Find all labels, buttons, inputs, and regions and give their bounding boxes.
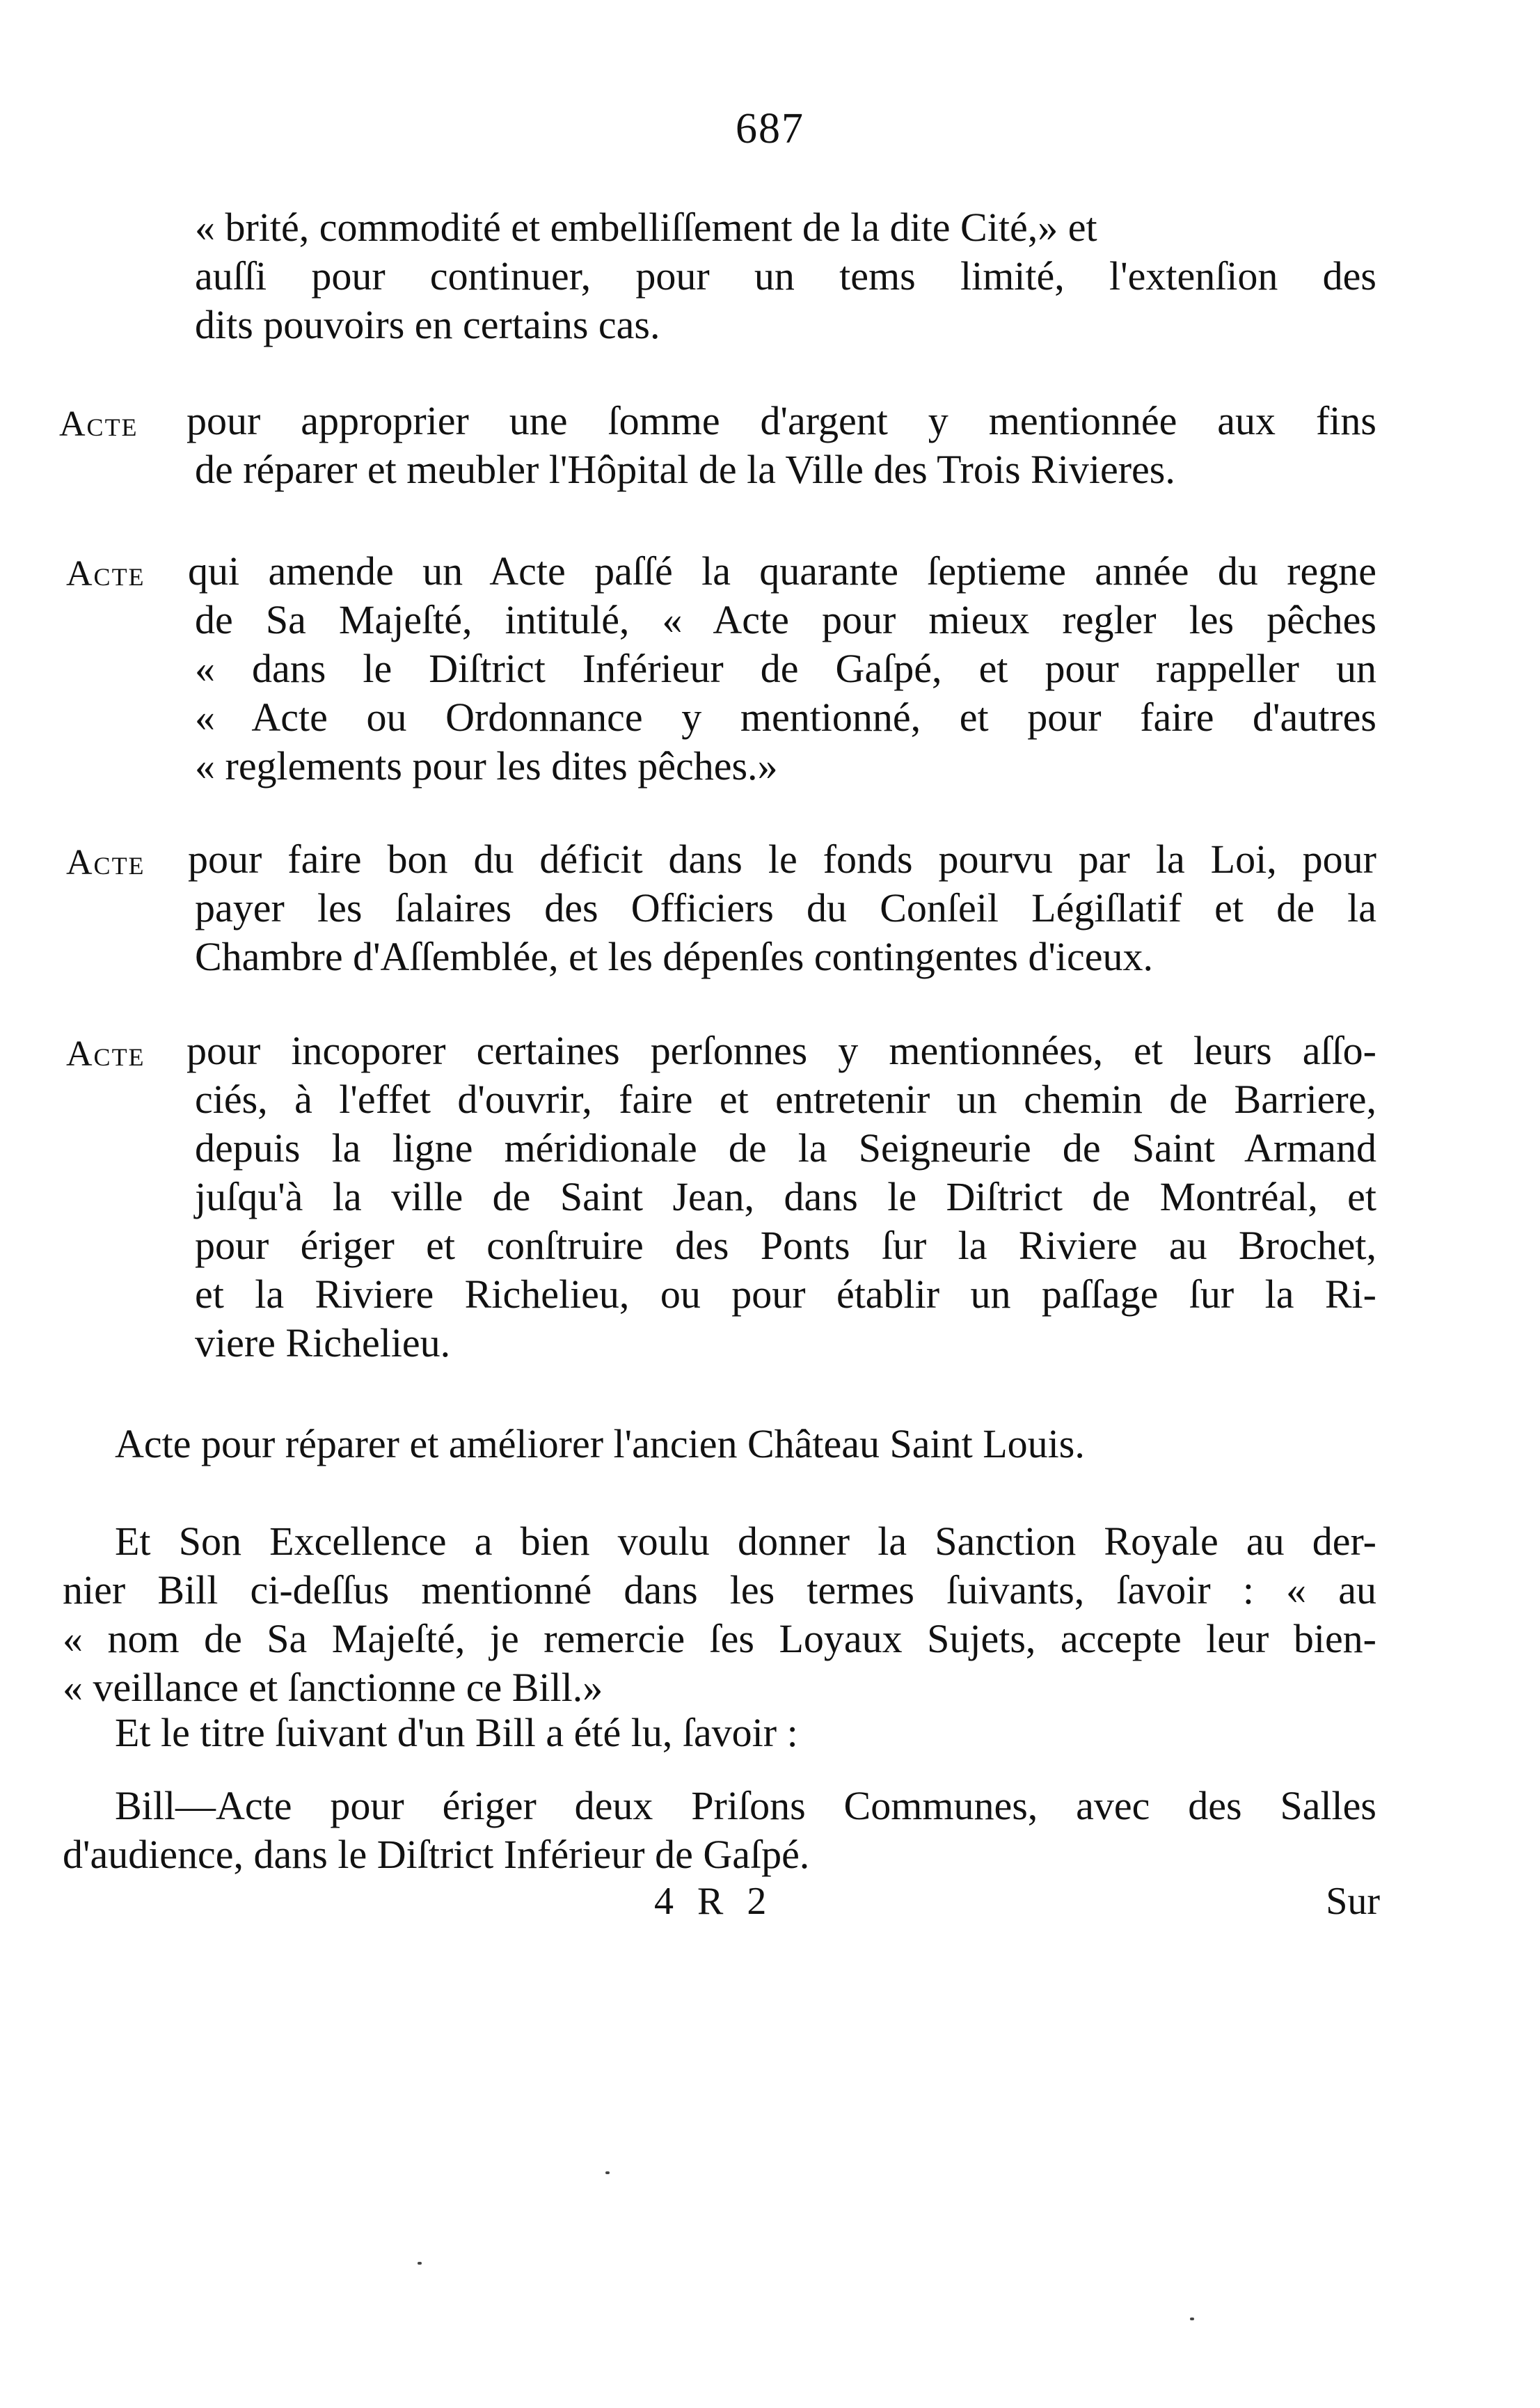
text-line bbox=[195, 1124, 1376, 1173]
line-text: nier Bill ci-deſſus mentionné dans les termes ſuivants, ſavoir : « au bbox=[63, 1567, 1376, 1613]
text-line bbox=[195, 1173, 1376, 1221]
acte-label: Acte bbox=[59, 404, 138, 444]
text-line bbox=[195, 203, 1376, 252]
line-text: pour approprier une ſomme d'argent y mentionnée aux fins bbox=[186, 398, 1376, 443]
paper-speck bbox=[605, 2171, 610, 2174]
line-text: « nom de Sa Majeſté, je remercie ſes Loyaux Sujets, accepte leur bien- bbox=[63, 1616, 1376, 1661]
line-text: « brité, commodité et embelliſſement de la dite Cité,» et bbox=[195, 205, 1097, 250]
text-line bbox=[115, 1517, 1376, 1566]
paper-speck bbox=[1190, 2318, 1194, 2320]
text-line bbox=[188, 547, 1376, 596]
text-line bbox=[188, 835, 1376, 884]
line-text: ciés, à l'effet d'ouvrir, faire et entretenir un chemin de Barriere, bbox=[195, 1077, 1376, 1122]
line-text: pour ériger et conſtruire des Ponts ſur la Riviere au Brochet, bbox=[195, 1223, 1376, 1268]
line-text: « reglements pour les dites pêches.» bbox=[195, 743, 778, 789]
line-text: Chambre d'Aſſemblée, et les dépenſes contingentes d'iceux. bbox=[195, 934, 1154, 979]
acte-label: Acte bbox=[66, 1034, 145, 1074]
text-line bbox=[195, 1270, 1376, 1319]
text-line bbox=[186, 1027, 1376, 1075]
line-text: Acte pour réparer et améliorer l'ancien Château Saint Louis. bbox=[115, 1421, 1085, 1466]
text-line bbox=[195, 596, 1376, 644]
text-line bbox=[195, 1319, 450, 1368]
text-line bbox=[115, 1782, 1376, 1830]
acte-label: Acte bbox=[66, 554, 145, 594]
text-line bbox=[63, 1830, 809, 1879]
text-line bbox=[115, 1709, 798, 1757]
text-line bbox=[195, 1221, 1376, 1270]
text-line bbox=[63, 1566, 1376, 1615]
text-line bbox=[186, 397, 1376, 445]
text-line bbox=[63, 1663, 603, 1712]
line-text: qui amende un Acte paſſé la quarante ſeptieme année du regne bbox=[188, 548, 1376, 594]
text-line bbox=[195, 693, 1376, 742]
text-line bbox=[195, 742, 778, 791]
line-text: de Sa Majeſté, intitulé, « Acte pour mieux regler les pêches bbox=[195, 597, 1376, 642]
line-text: viere Richelieu. bbox=[195, 1320, 451, 1365]
line-text: d'audience, dans le Diſtrict Inférieur de Gaſpé. bbox=[63, 1832, 810, 1877]
line-text: de réparer et meubler l'Hôpital de la Ville des Trois Rivieres. bbox=[195, 447, 1175, 492]
line-text: juſqu'à la ville de Saint Jean, dans le Diſtrict de Montréal, et bbox=[195, 1174, 1376, 1219]
line-text: « dans le Diſtrict Inférieur de Gaſpé, et pour rappeller un bbox=[195, 646, 1376, 691]
text-line bbox=[115, 1420, 1085, 1468]
line-text: auſſi pour continuer, pour un tems limité, l'extenſion des bbox=[195, 253, 1376, 299]
text-line bbox=[195, 1075, 1376, 1124]
text-line bbox=[195, 933, 1153, 981]
text-line bbox=[195, 301, 660, 349]
text-line bbox=[195, 884, 1376, 933]
text-line bbox=[195, 644, 1376, 693]
line-text: Bill—Acte pour ériger deux Priſons Communes, avec des Salles bbox=[115, 1783, 1376, 1828]
line-text: depuis la ligne méridionale de la Seigneurie de Saint Armand bbox=[195, 1125, 1376, 1171]
line-text: payer les ſalaires des Officiers du Conſeil Légiſlatif et de la bbox=[195, 885, 1376, 930]
signature-mark: 4 R 2 bbox=[654, 1880, 774, 1923]
text-line bbox=[195, 445, 1175, 494]
text-line bbox=[63, 1615, 1376, 1663]
line-text: « veillance et ſanctionne ce Bill.» bbox=[63, 1665, 603, 1710]
catchword: Sur bbox=[1326, 1880, 1380, 1923]
line-text: et la Riviere Richelieu, ou pour établir un paſſage ſur la Ri- bbox=[195, 1272, 1376, 1317]
line-text: dits pouvoirs en certains cas. bbox=[195, 302, 660, 347]
line-text: pour incoporer certaines perſonnes y mentionnées, et leurs aſſo- bbox=[186, 1028, 1376, 1073]
page-number: 687 bbox=[736, 105, 804, 152]
paper-speck bbox=[418, 2262, 422, 2265]
line-text: Et le titre ſuivant d'un Bill a été lu, ſavoir : bbox=[115, 1710, 798, 1755]
line-text: Et Son Excellence a bien voulu donner la Sanction Royale au der- bbox=[115, 1519, 1376, 1564]
line-text: pour faire bon du déficit dans le fonds pourvu par la Loi, pour bbox=[188, 837, 1376, 882]
text-line bbox=[195, 252, 1376, 301]
line-text: « Acte ou Ordonnance y mentionné, et pour faire d'autres bbox=[195, 695, 1376, 740]
acte-label: Acte bbox=[66, 843, 145, 882]
